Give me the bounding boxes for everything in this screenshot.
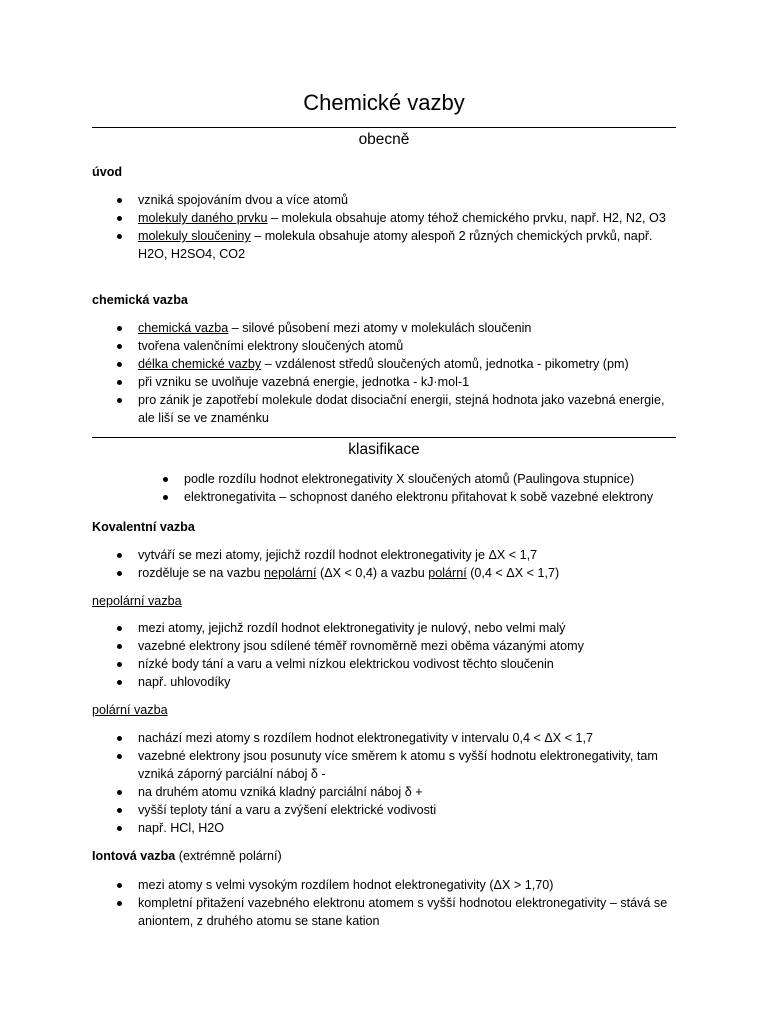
item-text: kompletní přitažení vazebného elektronu atomem s vyšší hodnotou elektronegativity – stává se aniontem, z druhého atomu se stane kation: [138, 896, 668, 928]
list-item: [138, 391, 678, 427]
bullet-icon: [117, 344, 122, 349]
item-text: (ΔX < 0,4) a vazbu: [316, 566, 429, 580]
bullet-icon: [117, 398, 122, 403]
list-item: [138, 209, 678, 227]
list-item: [184, 488, 676, 506]
bullet-icon: [117, 644, 122, 649]
item-text: nachází mezi atomy s rozdílem hodnot elektronegativity v intervalu 0,4 < ΔX < 1,7: [138, 731, 594, 745]
bullet-icon: [117, 362, 122, 367]
item-text: např. uhlovodíky: [138, 675, 231, 689]
list-polarni-vazba: [138, 729, 678, 837]
list-klasifikace-intro: [184, 470, 676, 506]
item-text: při vzniku se uvolňuje vazebná energie, jednotka - kJ·mol-1: [138, 375, 470, 389]
bullet-icon: [117, 234, 122, 239]
list-item: [138, 747, 678, 783]
heading-iontova-vazba: [92, 847, 282, 865]
bullet-icon: [117, 626, 122, 631]
bullet-icon: [117, 326, 122, 331]
term-text: polární: [428, 566, 467, 580]
heading-text: Kovalentní vazba: [92, 520, 195, 534]
term-text: molekuly daného prvku: [138, 211, 268, 225]
item-text: – vzdálenost středů sloučených atomů, jednotka - pikometry (pm): [261, 357, 629, 371]
section-rule: [92, 127, 676, 128]
list-uvod: [138, 191, 678, 263]
bullet-icon: [163, 477, 168, 482]
bullet-icon: [117, 736, 122, 741]
document-title: Chemické vazby: [303, 90, 465, 115]
bullet-icon: [117, 216, 122, 221]
list-iontova-vazba: [138, 876, 678, 930]
term-text: chemická vazba: [138, 321, 229, 335]
list-kovalentni-vazba: [138, 546, 678, 582]
item-text: tvořena valenčními elektrony sloučených atomů: [138, 339, 404, 353]
bullet-icon: [117, 790, 122, 795]
list-nepolarni-vazba: [138, 619, 678, 691]
item-text: mezi atomy, jejichž rozdíl hodnot elektronegativity je nulový, nebo velmi malý: [138, 621, 566, 635]
list-item: [138, 564, 678, 582]
list-item: [138, 227, 678, 263]
bullet-icon: [117, 662, 122, 667]
list-item: [138, 819, 678, 837]
item-text: – molekula obsahuje atomy alespoň 2 různých chemických prvků, např. H2O, H2SO4, CO2: [138, 229, 653, 261]
heading-kovalentni-vazba: [92, 518, 195, 536]
item-text: vzniká spojováním dvou a více atomů: [138, 193, 349, 207]
bullet-icon: [163, 495, 168, 500]
section-title-obecne: obecně: [358, 131, 410, 148]
item-text: např. HCl, H2O: [138, 821, 225, 835]
bullet-icon: [117, 883, 122, 888]
bullet-icon: [117, 901, 122, 906]
list-item: [138, 637, 678, 655]
heading-chemicka-vazba: [92, 291, 188, 309]
heading-uvod: [92, 163, 122, 181]
list-item: [184, 470, 676, 488]
term-text: molekuly sloučeniny: [138, 229, 251, 243]
heading-suffix: (extrémně polární): [175, 849, 282, 863]
list-item: [138, 191, 678, 209]
bullet-icon: [117, 754, 122, 759]
list-item: [138, 319, 678, 337]
heading-nepolarni-vazba: [92, 592, 182, 610]
item-text: vazebné elektrony jsou posunuty více směrem k atomu s vyšší hodnotu elektronegativity, tam vzniká záporný parciální náboj δ -: [138, 749, 658, 781]
heading-text: úvod: [92, 165, 123, 179]
item-text: – molekula obsahuje atomy téhož chemického prvku, např. H2, N2, O3: [267, 211, 666, 225]
list-item: [138, 655, 678, 673]
item-text: pro zánik je zapotřebí molekule dodat disociační energii, stejná hodnota jako vazebná energie, ale liší se ve znaménku: [138, 393, 665, 425]
list-chemicka-vazba: [138, 319, 678, 427]
list-item: [138, 894, 678, 930]
list-item: [138, 729, 678, 747]
list-item: [138, 876, 678, 894]
bullet-icon: [117, 826, 122, 831]
term-text: nepolární: [264, 566, 317, 580]
item-text: vytváří se mezi atomy, jejichž rozdíl hodnot elektronegativity je ΔX < 1,7: [138, 548, 538, 562]
list-item: [138, 337, 678, 355]
bullet-icon: [117, 198, 122, 203]
bullet-icon: [117, 808, 122, 813]
item-text: podle rozdílu hodnot elektronegativity X sloučených atomů (Paulingova stupnice): [184, 472, 635, 486]
item-text: nízké body tání a varu a velmi nízkou elektrickou vodivost těchto sloučenin: [138, 657, 554, 671]
heading-text: polární vazba: [92, 703, 168, 717]
item-text: (0,4 < ΔX < 1,7): [466, 566, 560, 580]
list-item: [138, 355, 678, 373]
item-text: elektronegativita – schopnost daného elektronu přitahovat k sobě vazebné elektrony: [184, 490, 654, 504]
item-text: na druhém atomu vzniká kladný parciální náboj δ +: [138, 785, 423, 799]
heading-text: Iontová vazba: [92, 849, 176, 863]
section-rule: [92, 437, 676, 438]
item-text: vazebné elektrony jsou sdílené téměř rovnoměrně mezi oběma vázanými atomy: [138, 639, 584, 653]
heading-polarni-vazba: [92, 701, 168, 719]
bullet-icon: [117, 680, 122, 685]
bullet-icon: [117, 553, 122, 558]
item-text: mezi atomy s velmi vysokým rozdílem hodnot elektronegativity (ΔX > 1,70): [138, 878, 554, 892]
list-item: [138, 619, 678, 637]
bullet-icon: [117, 571, 122, 576]
item-text: vyšší teploty tání a varu a zvýšení elektrické vodivosti: [138, 803, 437, 817]
heading-text: chemická vazba: [92, 293, 188, 307]
item-text: rozděluje se na vazbu: [138, 566, 265, 580]
list-item: [138, 783, 678, 801]
bullet-icon: [117, 380, 122, 385]
heading-text: nepolární vazba: [92, 594, 182, 608]
item-text: – silové působení mezi atomy v molekulách sloučenin: [228, 321, 532, 335]
list-item: [138, 546, 678, 564]
list-item: [138, 673, 678, 691]
term-text: délka chemické vazby: [138, 357, 262, 371]
list-item: [138, 373, 678, 391]
section-title-klasifikace: klasifikace: [348, 441, 420, 458]
list-item: [138, 801, 678, 819]
